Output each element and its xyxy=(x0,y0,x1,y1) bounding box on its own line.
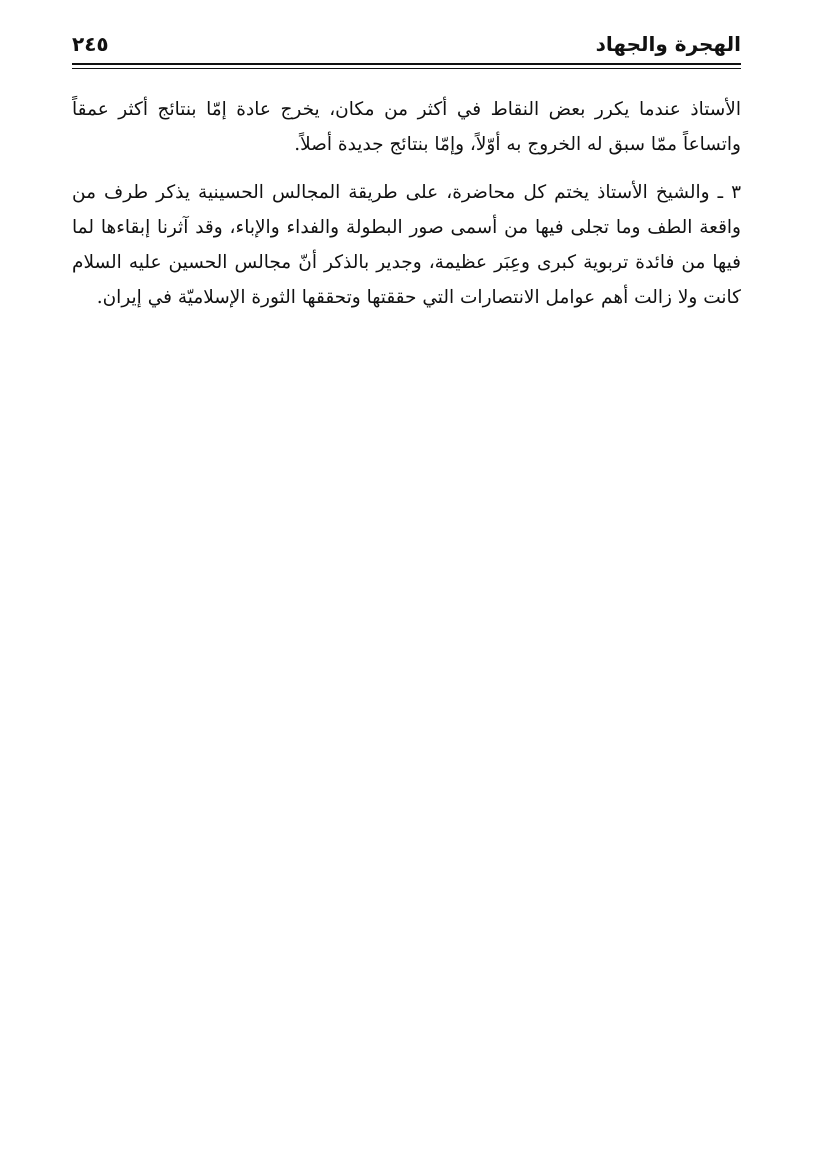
page-number: ٢٤٥ xyxy=(72,32,109,56)
running-header xyxy=(72,26,741,62)
paragraph: ٣ ـ والشيخ الأستاذ يختم كل محاضرة، على طريقة المجالس الحسينية يذكر طرف من واقعة الطف وما تجلى فيها من أسمى صور البطولة والفداء والإباء، وقد آثرنا إبقاءها لما فيها من فائدة تربوية كبرى وعِبَر عظيمة، وجدير بالذكر أنّ مجالس الحسين عليه السلام كانت ولا زالت أهم عوامل الانتصارات التي حققتها وتحققها الثورة الإسلاميّة في إيران. xyxy=(72,182,741,308)
header-rule-thin xyxy=(72,68,741,69)
body-text xyxy=(72,92,741,315)
running-title: الهجرة والجهاد xyxy=(595,32,741,56)
header-rule-thick xyxy=(72,63,741,65)
paragraph: الأستاذ عندما يكرر بعض النقاط في أكثر من مكان، يخرج عادة إمّا بنتائج أكثر عمقاً واتساعاً ممّا سبق له الخروج به أوّلاً، وإمّا بنتائج جديدة أصلاً. xyxy=(72,99,741,155)
